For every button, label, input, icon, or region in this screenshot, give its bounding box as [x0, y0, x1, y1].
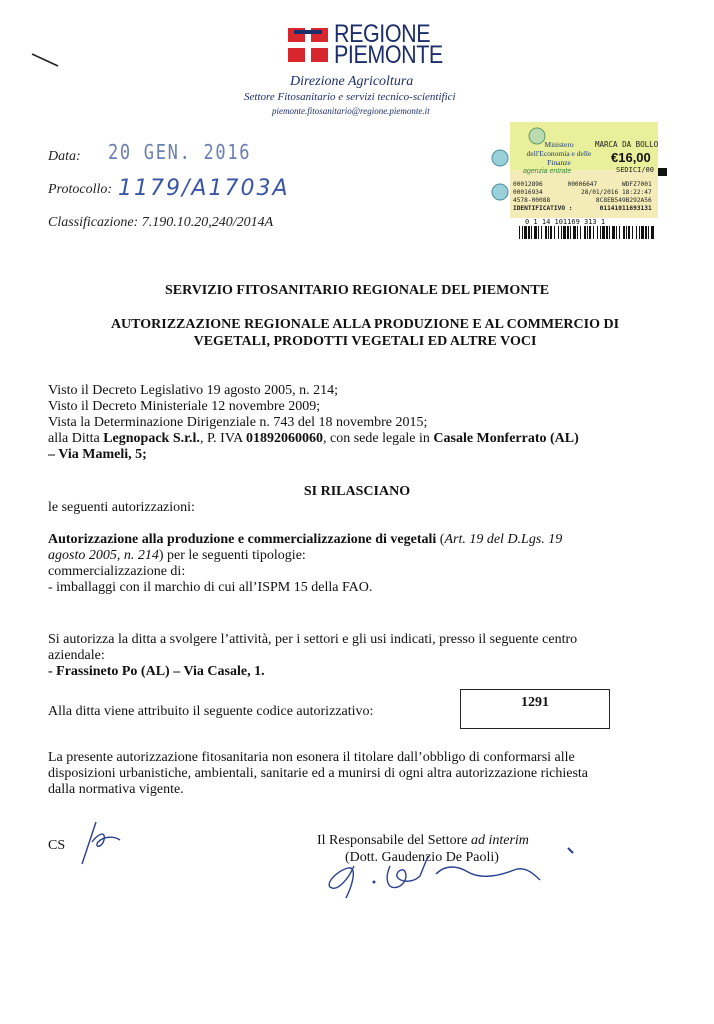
- handwritten-signature-icon: [318, 836, 548, 906]
- barcode-bar: [534, 226, 537, 239]
- autorizzazione-bold: Autorizzazione alla produzione e commercializzazione di vegetali: [48, 532, 437, 547]
- email-link[interactable]: piemonte.fitosanitario@regione.piemonte.it: [272, 106, 430, 116]
- barcode-bar: [570, 226, 571, 239]
- barcode-bar: [609, 226, 610, 239]
- barcode-bar: [616, 226, 617, 239]
- ditta-name: Legnopack S.r.l.: [103, 431, 200, 446]
- servizio-title: SERVIZIO FITOSANITARIO REGIONALE DEL PIEMONTE: [164, 283, 550, 298]
- centro-line2: aziendale:: [48, 648, 105, 663]
- barcode-bar: [648, 226, 649, 239]
- piva-prefix: , P. IVA: [199, 431, 246, 446]
- marca-title: MARCA DA BOLLO: [595, 140, 659, 149]
- tipologia-item: - imballaggi con il marchio di cui all’ISPM 15 della FAO.: [48, 580, 373, 595]
- ref-open: (: [436, 532, 445, 547]
- premesse: [48, 383, 579, 463]
- barcode-bar: [519, 226, 520, 239]
- protocollo-label: Protocollo:: [48, 182, 113, 197]
- barcode-bar: [545, 226, 547, 239]
- barcode-bar: [580, 226, 581, 239]
- premessa-line: Visto il Decreto Legislativo 19 agosto 2005, n. 214;: [48, 383, 339, 398]
- barcode-bar: [541, 226, 542, 239]
- autorizzazione-title: [60, 316, 670, 350]
- sede-prefix: , con sede legale in: [322, 431, 434, 446]
- barcode-bar: [626, 226, 627, 239]
- logo-text: [334, 20, 443, 69]
- marca-identificativo-label: IDENTIFICATIVO :: [513, 204, 573, 212]
- commercializzazione-line: commercializzazione di:: [48, 564, 186, 579]
- cs-initials-label: CS: [48, 838, 66, 853]
- classificazione-value: 7.190.10.20,240/2014A: [141, 215, 274, 230]
- protocollo-value: 1179/A1703A: [118, 176, 290, 201]
- ditta-line: [48, 431, 579, 447]
- marca-code: 00006647: [567, 180, 598, 188]
- ref-a: Art. 19 del D.Lgs. 19: [444, 532, 563, 547]
- marca-timestamp: 28/01/2016 18:22:47: [581, 188, 652, 196]
- responsabile-prefix: Il Responsabile del Settore: [317, 833, 471, 848]
- initials-signature-icon: [74, 818, 124, 868]
- barcode-bar: [628, 226, 630, 239]
- ink-dot: [566, 846, 576, 856]
- marca-code: WDFZ7001: [621, 180, 652, 188]
- responsabile-italic: ad interim: [470, 833, 529, 848]
- logo-line1: REGIONE: [334, 20, 431, 48]
- marca-code: 4578-00088: [513, 196, 551, 204]
- codice-box: [460, 689, 610, 729]
- barcode-bar: [593, 226, 594, 239]
- marca-amount: €16,00: [611, 150, 651, 165]
- barcode-bar: [645, 226, 647, 239]
- marca-codes: [513, 180, 652, 212]
- marca-identificativo: 01141011693131: [599, 204, 652, 212]
- direzione: Direzione Agricoltura: [290, 74, 414, 89]
- premessa-line: Vista la Determinazione Dirigenziale n. 743 del 18 novembre 2015;: [48, 415, 428, 430]
- barcode-bar: [550, 226, 552, 239]
- centro-address: - Frassineto Po (AL) – Via Casale, 1.: [48, 664, 265, 679]
- barcode-bar: [632, 226, 633, 239]
- centro-line1: Si autorizza la ditta a svolgere l’attività, per i settori e gli usi indicati, presso il seguente centro: [48, 632, 578, 647]
- centro-block: [48, 632, 678, 680]
- data-label: Data:: [48, 149, 81, 164]
- autorizzazione-line: [48, 532, 668, 548]
- barcode-bar: [589, 226, 591, 239]
- barcode-bar: [623, 226, 625, 239]
- rilascio-intro: le seguenti autorizzazioni:: [48, 500, 195, 515]
- autorizzazione-title-line1: AUTORIZZAZIONE REGIONALE ALLA PRODUZIONE E AL COMMERCIO DI: [110, 317, 620, 332]
- barcode-bar: [602, 226, 605, 239]
- autorizzazione-block: [48, 532, 668, 596]
- responsabile-nome: (Dott. Gaudenzio De Paoli): [345, 850, 499, 865]
- barcode-bar: [641, 226, 644, 239]
- barcode-bar: [563, 226, 566, 239]
- ministero-label: Ministero dell'Economia e delle Finanze: [526, 140, 592, 167]
- barcode-bar: [577, 226, 578, 239]
- agenzia-entrate-label: agenzia entrate: [523, 168, 572, 175]
- barcode-bar: [597, 226, 598, 239]
- nota-line: dalla normativa vigente.: [48, 782, 184, 797]
- marca-code: 00016934: [513, 188, 543, 196]
- barcode-bar: [587, 226, 588, 239]
- barcode-number: 0 1 14 101169 313 1: [525, 218, 606, 226]
- si-rilasciano-heading: SI RILASCIANO: [303, 484, 411, 499]
- logo-line2: PIEMONTE: [334, 41, 443, 69]
- nota-line: disposizioni urbanistiche, ambientali, sanitarie ed a munirsi di ogni altra autorizzazione richiesta: [48, 766, 588, 781]
- marca-da-bollo: [485, 120, 667, 240]
- barcode-bar: [651, 226, 654, 239]
- classificazione-label: Classificazione:: [48, 215, 139, 230]
- sede: Casale Monferrato (AL): [433, 431, 579, 446]
- nota-line: La presente autorizzazione fitosanitaria non esonera il titolare dall’obbligo di conformarsi alle: [48, 750, 575, 765]
- marca-amount-words: SEDICI/00: [616, 166, 654, 174]
- barcode-bar: [573, 226, 576, 239]
- barcode-bar: [561, 226, 562, 239]
- barcode-icon: [519, 226, 655, 239]
- barcode-bar: [567, 226, 569, 239]
- autorizzazione-title-line2: VEGETALI, PRODOTTI VEGETALI ED ALTRE VOCI: [193, 334, 537, 349]
- premessa-line: Visto il Decreto Ministeriale 12 novembre 2009;: [48, 399, 321, 414]
- codice-label: Alla ditta viene attribuito il seguente codice autorizzativo:: [48, 704, 374, 719]
- via-line: – Via Mameli, 5;: [48, 447, 147, 462]
- marca-code: 00012896: [513, 180, 543, 188]
- ditta-prefix: alla Ditta: [48, 431, 104, 446]
- barcode-bar: [600, 226, 601, 239]
- pen-mark: [30, 50, 60, 70]
- barcode-bar: [636, 226, 637, 239]
- barcode-bar: [528, 226, 530, 239]
- barcode-bar: [639, 226, 640, 239]
- barcode-bar: [538, 226, 539, 239]
- barcode-bar: [558, 226, 559, 239]
- barcode-bar: [584, 226, 586, 239]
- autorizzazione-line2: [48, 548, 668, 564]
- barcode-bar: [524, 226, 527, 239]
- marca-code: 8C8EB549B292A56: [595, 196, 652, 204]
- piva: 01892060060: [245, 431, 323, 446]
- barcode-bar: [531, 226, 532, 239]
- ref-b: agosto 2005, n. 214: [48, 548, 159, 563]
- barcode-bar: [522, 226, 523, 239]
- barcode-bar: [554, 226, 555, 239]
- barcode-bar: [619, 226, 620, 239]
- data-stamp: 20 GEN. 2016: [108, 140, 252, 164]
- settore: Settore Fitosanitario e servizi tecnico-scientifici: [244, 91, 456, 103]
- barcode-bar: [606, 226, 608, 239]
- ref-close: ) per le seguenti tipologie:: [158, 548, 306, 563]
- classificazione-line: [48, 215, 273, 231]
- nota-block: [48, 750, 688, 798]
- regione-piemonte-logo-icon: [288, 28, 328, 62]
- barcode-bar: [548, 226, 549, 239]
- barcode-bar: [612, 226, 615, 239]
- codice-value: 1291: [521, 695, 549, 710]
